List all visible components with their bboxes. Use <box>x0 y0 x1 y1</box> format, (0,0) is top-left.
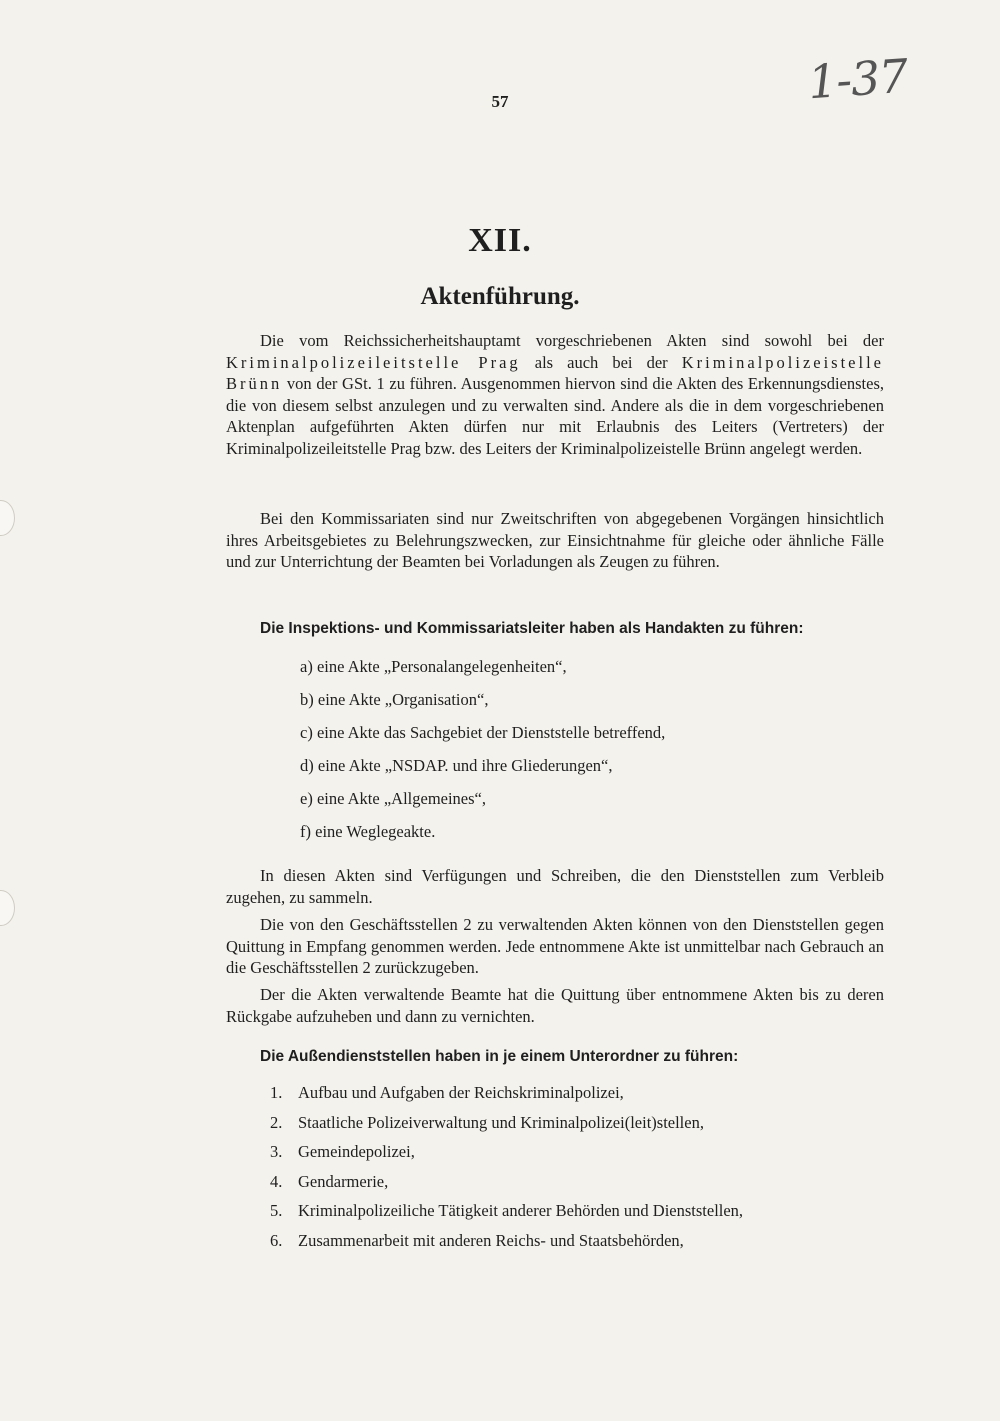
list-item <box>270 1142 890 1172</box>
subheading-handakten: Die Inspektions- und Kommissariatsleiter haben als Handakten zu führen: <box>260 620 804 637</box>
item-number: 1. <box>270 1083 283 1102</box>
para1-text-c: als auch bei der <box>520 352 682 372</box>
para1-text-e: von der GSt. 1 zu führen. Ausgenommen hiervon sind die Akten des Erkennungsdienstes, die von diesem selbst anzulegen und zu verwalten sind. Andere als die in dem vorgeschriebenen Aktenplan aufgeführten Akten dürfen nur mit Erlaubnis des Leiters (Vertreters) der Kriminalpolizeileitstelle Prag bzw. des Leiters der Kriminalpolizeistelle Brünn angelegt werden. <box>226 374 884 458</box>
item-number: 6. <box>270 1230 283 1250</box>
para5-text: Der die Akten verwaltende Beamte hat die Quittung über entnommene Akten bis zu deren Rückgabe aufzuheben und dann zu vernichten. <box>226 985 884 1026</box>
para2-text: Bei den Kommissariaten sind nur Zweitschriften von abgegebenen Vorgängen hinsichtlich ihres Arbeitsgebietes zu Belehrungszwecken, zur Einsichtnahme für gleiche oder ähnliche Fälle und zur Unterrichtung der Beamten bei Vorladungen als Zeugen zu führen. <box>226 509 884 571</box>
list-item <box>270 1201 890 1231</box>
handakten-list <box>300 657 860 855</box>
item-text: Zusammenarbeit mit anderen Reichs- und Staatsbehörden, <box>298 1230 684 1250</box>
item-number: 5. <box>270 1201 283 1220</box>
item-number: 4. <box>270 1171 283 1191</box>
punch-hole-bottom <box>0 890 15 926</box>
section-title: Aktenführung. <box>420 283 580 310</box>
list-item: c) eine Akte das Sachgebiet der Dienststelle betreffend, <box>300 723 666 742</box>
handwritten-note: 1-37 <box>806 48 910 110</box>
item-text: Staatliche Polizeiverwaltung und Kriminalpolizei(leit)stellen, <box>298 1112 704 1132</box>
list-item <box>270 1113 890 1143</box>
punch-hole-top <box>0 500 15 536</box>
list-item: e) eine Akte „Allgemeines“, <box>300 789 487 808</box>
paragraph-5 <box>226 984 884 1027</box>
list-item: d) eine Akte „NSDAP. und ihre Gliederungen“, <box>300 756 613 775</box>
list-item <box>270 1231 890 1261</box>
paragraph-3 <box>226 865 884 908</box>
paragraph-4 <box>226 914 884 979</box>
item-text: Aufbau und Aufgaben der Reichskriminalpolizei, <box>298 1083 624 1102</box>
item-text: Gemeindepolizei, <box>298 1142 415 1161</box>
list-item: a) eine Akte „Personalangelegenheiten“, <box>300 657 567 676</box>
item-text: Kriminalpolizeiliche Tätigkeit anderer Behörden und Dienststellen, <box>298 1201 744 1220</box>
list-item <box>270 1172 890 1202</box>
paragraph-1 <box>226 330 884 459</box>
chapter-heading: XII. <box>468 222 532 259</box>
page-number: 57 <box>491 92 509 111</box>
para1-text-a: Die vom Reichssicherheitshauptamt vorgeschriebenen Akten sind sowohl bei der <box>260 331 884 350</box>
para4-text: Die von den Geschäftsstellen 2 zu verwaltenden Akten können von den Dienststellen gegen Quittung in Empfang genommen werden. Jede entnommene Akte ist unmittelbar nach Gebrauch an die Geschäftsstellen 2 zurückzugeben. <box>226 915 884 977</box>
list-item <box>270 1083 890 1113</box>
subheading-unterordner: Die Außendienststellen haben in je einem Unterordner zu führen: <box>260 1048 739 1065</box>
item-text: Gendarmerie, <box>298 1171 389 1191</box>
list-item: b) eine Akte „Organisation“, <box>300 690 489 709</box>
item-number: 2. <box>270 1112 283 1132</box>
para1-spaced-prag: Kriminalpolizeileitstelle Prag <box>226 352 521 372</box>
paragraph-2 <box>226 508 884 573</box>
para1-spaced-bruenn: Kriminalpolizeistelle Brünn <box>226 352 884 393</box>
unterordner-list <box>270 1083 890 1260</box>
para3-text: In diesen Akten sind Verfügungen und Schreiben, die den Dienststellen zum Verbleib zugehen, zu sammeln. <box>226 866 884 907</box>
list-item: f) eine Weglegeakte. <box>300 822 436 841</box>
item-number: 3. <box>270 1142 283 1161</box>
